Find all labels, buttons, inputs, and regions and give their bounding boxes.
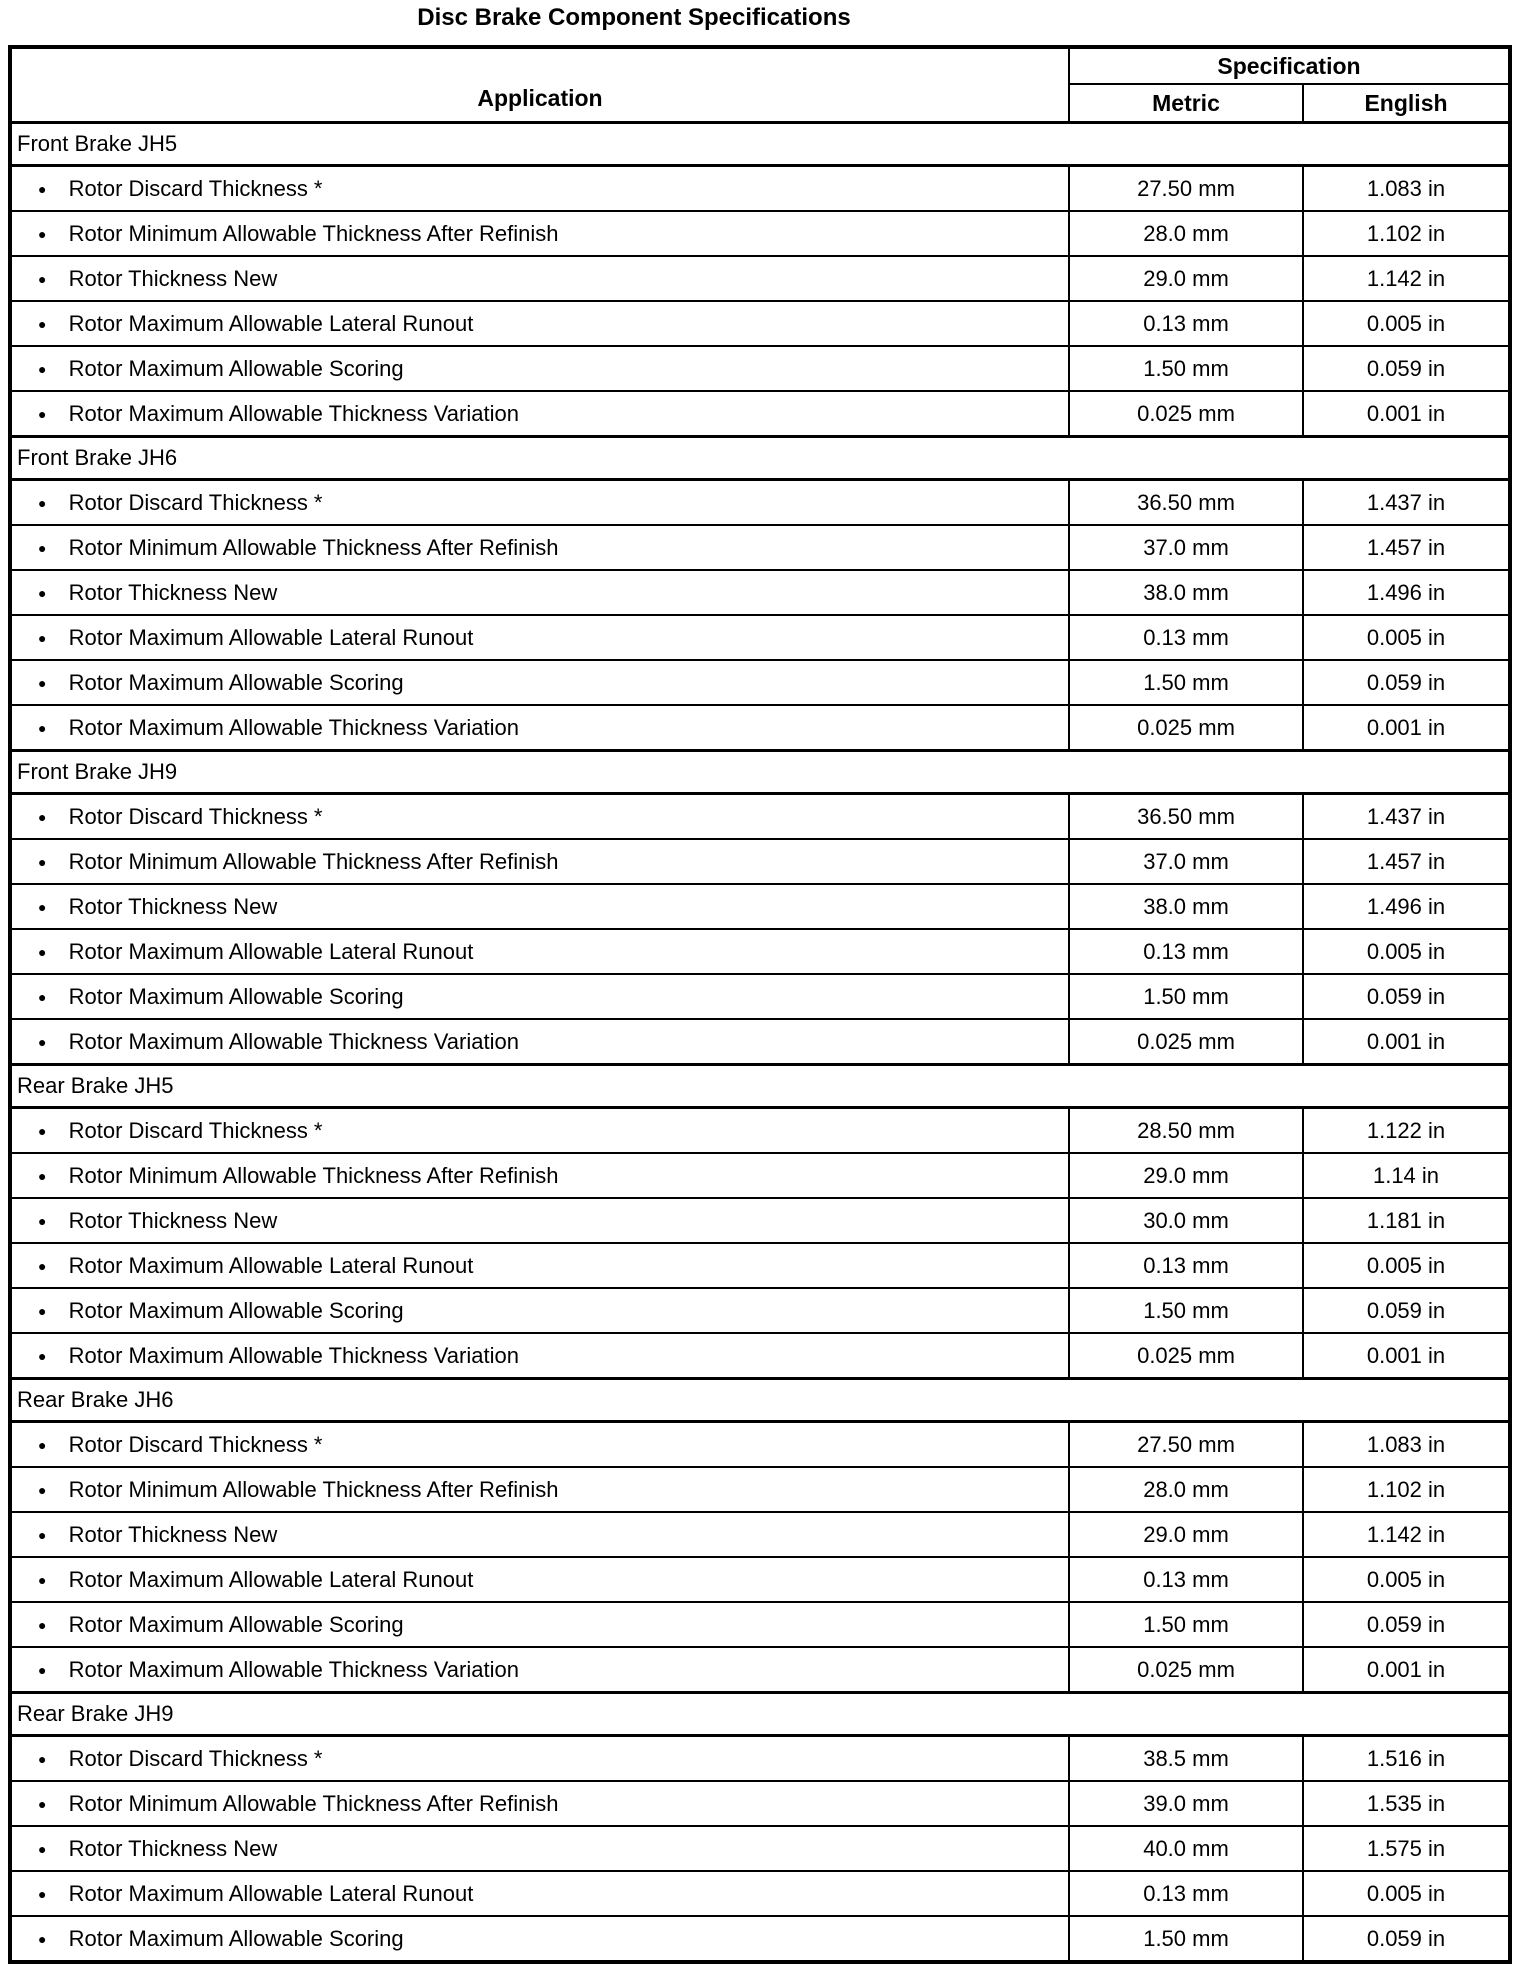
bullet-icon: ● — [38, 629, 47, 646]
bullet-icon: ● — [38, 1167, 47, 1184]
section-title: Rear Brake JH6 — [10, 1379, 1510, 1422]
bullet-icon: ● — [38, 1481, 47, 1498]
row-label: Rotor Maximum Allowable Thickness Variation — [68, 400, 519, 426]
bullet-icon: ● — [38, 360, 47, 377]
specification-column-header: Specification — [1069, 47, 1510, 84]
table-row — [10, 660, 1510, 705]
english-value: 0.005 in — [1303, 615, 1510, 660]
row-label: Rotor Maximum Allowable Scoring — [68, 669, 404, 695]
table-row — [10, 570, 1510, 615]
english-value: 1.142 in — [1303, 256, 1510, 301]
metric-value: 36.50 mm — [1069, 794, 1303, 840]
table-row — [10, 1916, 1510, 1962]
section-title: Front Brake JH6 — [10, 437, 1510, 480]
table-row — [10, 256, 1510, 301]
row-label: Rotor Thickness New — [68, 579, 278, 605]
row-label: Rotor Maximum Allowable Scoring — [68, 1925, 404, 1951]
table-body — [10, 123, 1510, 1963]
english-value: 1.516 in — [1303, 1736, 1510, 1782]
bullet-icon: ● — [38, 270, 47, 287]
application-cell — [10, 1512, 1069, 1557]
application-cell — [10, 974, 1069, 1019]
english-value: 0.059 in — [1303, 1288, 1510, 1333]
table-row — [10, 1108, 1510, 1154]
section-title: Front Brake JH5 — [10, 123, 1510, 166]
metric-value: 1.50 mm — [1069, 1602, 1303, 1647]
table-row — [10, 615, 1510, 660]
application-cell — [10, 301, 1069, 346]
table-row — [10, 705, 1510, 751]
application-cell — [10, 1198, 1069, 1243]
section-header-row — [10, 751, 1510, 794]
application-cell — [10, 705, 1069, 751]
english-value: 1.122 in — [1303, 1108, 1510, 1154]
bullet-icon: ● — [38, 1257, 47, 1274]
table-row — [10, 480, 1510, 526]
row-label: Rotor Discard Thickness * — [68, 803, 323, 829]
bullet-icon: ● — [38, 1122, 47, 1139]
metric-value: 0.13 mm — [1069, 615, 1303, 660]
application-cell — [10, 1019, 1069, 1065]
bullet-icon: ● — [38, 1930, 47, 1947]
metric-value: 28.0 mm — [1069, 1467, 1303, 1512]
bullet-icon: ● — [38, 539, 47, 556]
section-title: Rear Brake JH5 — [10, 1065, 1510, 1108]
row-label: Rotor Discard Thickness * — [68, 489, 323, 515]
english-value: 1.437 in — [1303, 794, 1510, 840]
english-value: 0.005 in — [1303, 1871, 1510, 1916]
english-value: 1.496 in — [1303, 884, 1510, 929]
metric-value: 1.50 mm — [1069, 346, 1303, 391]
metric-value: 38.0 mm — [1069, 884, 1303, 929]
table-row — [10, 1198, 1510, 1243]
table-row — [10, 301, 1510, 346]
application-cell — [10, 1333, 1069, 1379]
section-header-row — [10, 437, 1510, 480]
application-cell — [10, 1108, 1069, 1154]
english-column-header: English — [1303, 84, 1510, 123]
header-row-top — [10, 47, 1510, 84]
application-cell — [10, 1422, 1069, 1468]
metric-value: 0.025 mm — [1069, 705, 1303, 751]
application-cell — [10, 1736, 1069, 1782]
metric-value: 30.0 mm — [1069, 1198, 1303, 1243]
bullet-icon: ● — [38, 584, 47, 601]
english-value: 1.437 in — [1303, 480, 1510, 526]
application-cell — [10, 211, 1069, 256]
application-cell — [10, 1826, 1069, 1871]
section-header-row — [10, 1693, 1510, 1736]
metric-value: 0.025 mm — [1069, 1333, 1303, 1379]
application-cell — [10, 256, 1069, 301]
application-cell — [10, 1602, 1069, 1647]
row-label: Rotor Maximum Allowable Lateral Runout — [68, 938, 474, 964]
bullet-icon: ● — [38, 1885, 47, 1902]
table-row — [10, 1602, 1510, 1647]
table-row — [10, 929, 1510, 974]
metric-value: 28.0 mm — [1069, 211, 1303, 256]
application-cell — [10, 1243, 1069, 1288]
table-row — [10, 346, 1510, 391]
bullet-icon: ● — [38, 180, 47, 197]
english-value: 0.059 in — [1303, 346, 1510, 391]
bullet-icon: ● — [38, 853, 47, 870]
section-header-row — [10, 123, 1510, 166]
english-value: 1.575 in — [1303, 1826, 1510, 1871]
table-header — [10, 47, 1510, 123]
row-label: Rotor Minimum Allowable Thickness After Refinish — [68, 534, 559, 560]
section-title: Front Brake JH9 — [10, 751, 1510, 794]
table-row — [10, 1871, 1510, 1916]
metric-value: 0.13 mm — [1069, 929, 1303, 974]
section-header-row — [10, 1065, 1510, 1108]
row-label: Rotor Discard Thickness * — [68, 1745, 323, 1771]
row-label: Rotor Thickness New — [68, 1521, 278, 1547]
english-value: 0.001 in — [1303, 1333, 1510, 1379]
table-row — [10, 166, 1510, 212]
table-row — [10, 1781, 1510, 1826]
row-label: Rotor Maximum Allowable Lateral Runout — [68, 1880, 474, 1906]
row-label: Rotor Minimum Allowable Thickness After Refinish — [68, 220, 559, 246]
table-row — [10, 1333, 1510, 1379]
row-label: Rotor Maximum Allowable Thickness Variation — [68, 1028, 519, 1054]
metric-value: 37.0 mm — [1069, 839, 1303, 884]
application-cell — [10, 1557, 1069, 1602]
english-value: 0.005 in — [1303, 929, 1510, 974]
row-label: Rotor Maximum Allowable Scoring — [68, 983, 404, 1009]
metric-value: 0.13 mm — [1069, 1243, 1303, 1288]
bullet-icon: ● — [38, 225, 47, 242]
table-row — [10, 1019, 1510, 1065]
application-cell — [10, 525, 1069, 570]
bullet-icon: ● — [38, 494, 47, 511]
english-value: 1.181 in — [1303, 1198, 1510, 1243]
bullet-icon: ● — [38, 405, 47, 422]
table-row — [10, 1467, 1510, 1512]
bullet-icon: ● — [38, 808, 47, 825]
bullet-icon: ● — [38, 674, 47, 691]
metric-value: 0.025 mm — [1069, 1019, 1303, 1065]
metric-value: 29.0 mm — [1069, 1512, 1303, 1557]
english-value: 1.083 in — [1303, 1422, 1510, 1468]
row-label: Rotor Thickness New — [68, 1835, 278, 1861]
english-value: 1.083 in — [1303, 166, 1510, 212]
english-value: 0.059 in — [1303, 660, 1510, 705]
row-label: Rotor Maximum Allowable Scoring — [68, 355, 404, 381]
metric-value: 37.0 mm — [1069, 525, 1303, 570]
row-label: Rotor Maximum Allowable Lateral Runout — [68, 1252, 474, 1278]
metric-value: 38.0 mm — [1069, 570, 1303, 615]
row-label: Rotor Discard Thickness * — [68, 175, 323, 201]
row-label: Rotor Discard Thickness * — [68, 1431, 323, 1457]
row-label: Rotor Minimum Allowable Thickness After Refinish — [68, 848, 559, 874]
english-value: 1.535 in — [1303, 1781, 1510, 1826]
row-label: Rotor Discard Thickness * — [68, 1117, 323, 1143]
row-label: Rotor Maximum Allowable Thickness Variation — [68, 714, 519, 740]
english-value: 0.005 in — [1303, 1557, 1510, 1602]
english-value: 1.496 in — [1303, 570, 1510, 615]
table-row — [10, 1288, 1510, 1333]
metric-value: 28.50 mm — [1069, 1108, 1303, 1154]
bullet-icon: ● — [38, 1795, 47, 1812]
application-cell — [10, 1781, 1069, 1826]
section-title: Rear Brake JH9 — [10, 1693, 1510, 1736]
application-column-header: Application — [10, 47, 1069, 123]
english-value: 0.005 in — [1303, 301, 1510, 346]
bullet-icon: ● — [38, 1571, 47, 1588]
row-label: Rotor Maximum Allowable Scoring — [68, 1611, 404, 1637]
english-value: 1.457 in — [1303, 525, 1510, 570]
bullet-icon: ● — [38, 1436, 47, 1453]
application-cell — [10, 660, 1069, 705]
metric-column-header: Metric — [1069, 84, 1303, 123]
row-label: Rotor Maximum Allowable Thickness Variation — [68, 1656, 519, 1682]
metric-value: 0.13 mm — [1069, 1871, 1303, 1916]
english-value: 1.102 in — [1303, 1467, 1510, 1512]
table-row — [10, 884, 1510, 929]
bullet-icon: ● — [38, 1347, 47, 1364]
application-cell — [10, 1916, 1069, 1962]
table-row — [10, 211, 1510, 256]
bullet-icon: ● — [38, 1661, 47, 1678]
bullet-icon: ● — [38, 988, 47, 1005]
application-cell — [10, 166, 1069, 212]
metric-value: 1.50 mm — [1069, 660, 1303, 705]
english-value: 0.059 in — [1303, 1916, 1510, 1962]
table-row — [10, 1512, 1510, 1557]
bullet-icon: ● — [38, 1033, 47, 1050]
application-cell — [10, 1467, 1069, 1512]
table-row — [10, 1243, 1510, 1288]
application-cell — [10, 794, 1069, 840]
table-row — [10, 525, 1510, 570]
metric-value: 40.0 mm — [1069, 1826, 1303, 1871]
english-value: 0.001 in — [1303, 705, 1510, 751]
english-value: 1.142 in — [1303, 1512, 1510, 1557]
application-cell — [10, 884, 1069, 929]
metric-value: 27.50 mm — [1069, 1422, 1303, 1468]
english-value: 0.059 in — [1303, 1602, 1510, 1647]
metric-value: 0.025 mm — [1069, 1647, 1303, 1693]
english-value: 0.059 in — [1303, 974, 1510, 1019]
row-label: Rotor Maximum Allowable Scoring — [68, 1297, 404, 1323]
table-row — [10, 1736, 1510, 1782]
metric-value: 39.0 mm — [1069, 1781, 1303, 1826]
table-row — [10, 974, 1510, 1019]
row-label: Rotor Thickness New — [68, 893, 278, 919]
metric-value: 0.13 mm — [1069, 1557, 1303, 1602]
bullet-icon: ● — [38, 1616, 47, 1633]
row-label: Rotor Minimum Allowable Thickness After Refinish — [68, 1790, 559, 1816]
row-label: Rotor Thickness New — [68, 1207, 278, 1233]
application-cell — [10, 480, 1069, 526]
bullet-icon: ● — [38, 1526, 47, 1543]
table-row — [10, 1557, 1510, 1602]
application-cell — [10, 1288, 1069, 1333]
application-cell — [10, 1871, 1069, 1916]
bullet-icon: ● — [38, 943, 47, 960]
application-cell — [10, 570, 1069, 615]
metric-value: 36.50 mm — [1069, 480, 1303, 526]
english-value: 1.457 in — [1303, 839, 1510, 884]
row-label: Rotor Thickness New — [68, 265, 278, 291]
bullet-icon: ● — [38, 1840, 47, 1857]
english-value: 1.14 in — [1303, 1153, 1510, 1198]
application-cell — [10, 839, 1069, 884]
table-row — [10, 1153, 1510, 1198]
table-row — [10, 1826, 1510, 1871]
row-label: Rotor Maximum Allowable Lateral Runout — [68, 310, 474, 336]
metric-value: 1.50 mm — [1069, 1916, 1303, 1962]
application-cell — [10, 391, 1069, 437]
row-label: Rotor Maximum Allowable Thickness Variation — [68, 1342, 519, 1368]
metric-value: 29.0 mm — [1069, 256, 1303, 301]
row-label: Rotor Maximum Allowable Lateral Runout — [68, 624, 474, 650]
bullet-icon: ● — [38, 1212, 47, 1229]
application-cell — [10, 929, 1069, 974]
bullet-icon: ● — [38, 1750, 47, 1767]
metric-value: 29.0 mm — [1069, 1153, 1303, 1198]
spec-table — [8, 45, 1512, 1964]
application-cell — [10, 346, 1069, 391]
application-cell — [10, 1647, 1069, 1693]
row-label: Rotor Minimum Allowable Thickness After Refinish — [68, 1162, 559, 1188]
bullet-icon: ● — [38, 1302, 47, 1319]
english-value: 0.001 in — [1303, 1019, 1510, 1065]
bullet-icon: ● — [38, 898, 47, 915]
english-value: 1.102 in — [1303, 211, 1510, 256]
application-cell — [10, 1153, 1069, 1198]
metric-value: 1.50 mm — [1069, 974, 1303, 1019]
section-header-row — [10, 1379, 1510, 1422]
table-row — [10, 839, 1510, 884]
metric-value: 0.13 mm — [1069, 301, 1303, 346]
metric-value: 0.025 mm — [1069, 391, 1303, 437]
table-row — [10, 1422, 1510, 1468]
application-cell — [10, 615, 1069, 660]
title-bar — [0, 0, 1268, 32]
row-label: Rotor Maximum Allowable Lateral Runout — [68, 1566, 474, 1592]
row-label: Rotor Minimum Allowable Thickness After Refinish — [68, 1476, 559, 1502]
metric-value: 1.50 mm — [1069, 1288, 1303, 1333]
bullet-icon: ● — [38, 719, 47, 736]
table-row — [10, 1647, 1510, 1693]
metric-value: 38.5 mm — [1069, 1736, 1303, 1782]
english-value: 0.005 in — [1303, 1243, 1510, 1288]
table-row — [10, 391, 1510, 437]
table-row — [10, 794, 1510, 840]
english-value: 0.001 in — [1303, 391, 1510, 437]
metric-value: 27.50 mm — [1069, 166, 1303, 212]
page-title: Disc Brake Component Specifications — [417, 4, 851, 31]
bullet-icon: ● — [38, 315, 47, 332]
english-value: 0.001 in — [1303, 1647, 1510, 1693]
